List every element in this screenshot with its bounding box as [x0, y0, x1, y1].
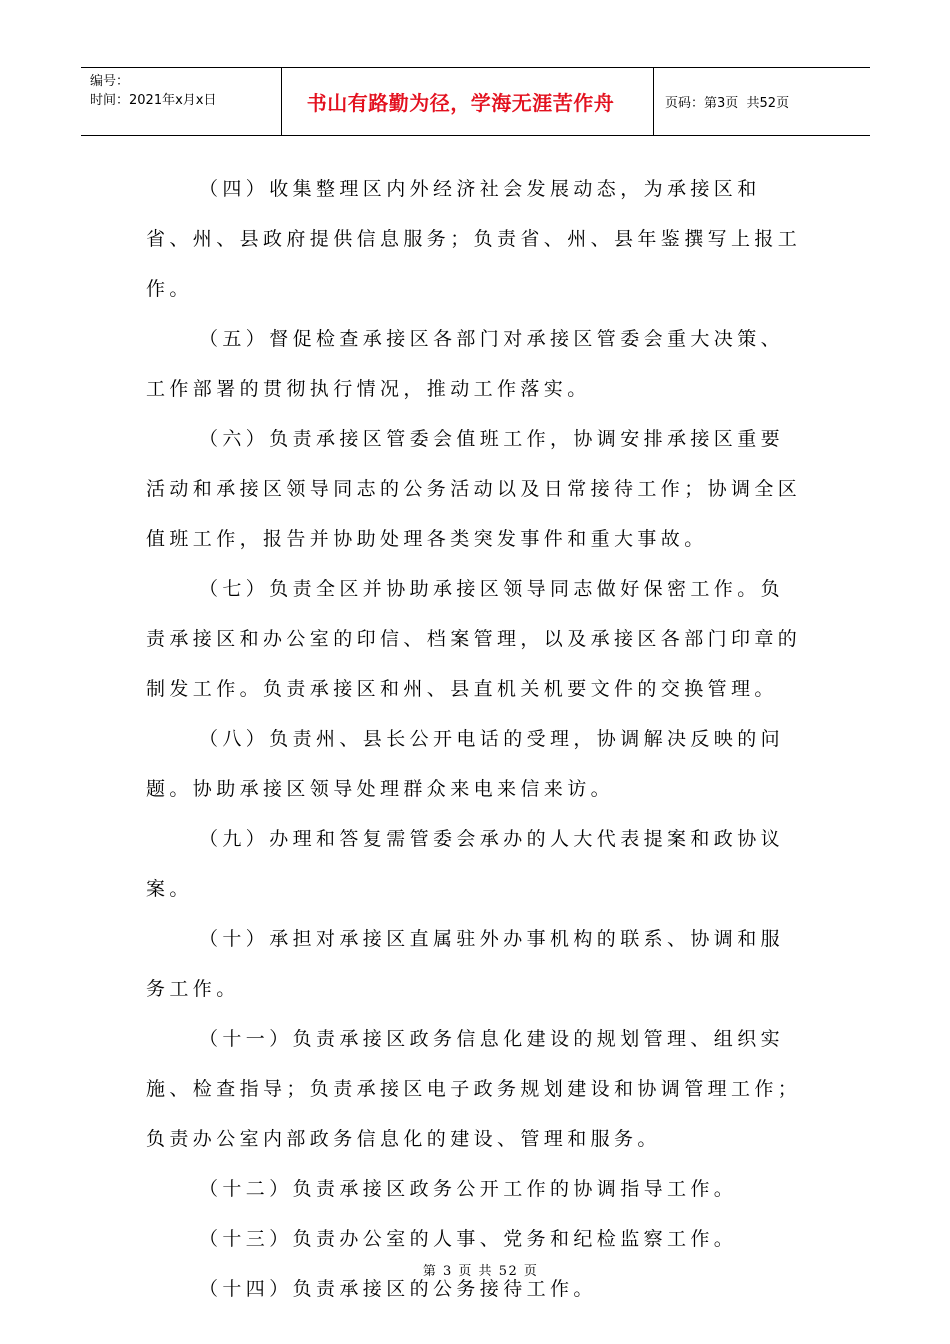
paragraph-14: （十四）负责承接区的公务接待工作。: [199, 1278, 597, 1300]
header-meta-cell: [81, 68, 282, 135]
paragraph-10: （十）承担对承接区直属驻外办事机构的联系、协调和服务工作。: [146, 928, 785, 1000]
paragraph-11: （十一）负责承接区政务信息化建设的规划管理、组织实施、检查指导；负责承接区电子政务规划建设和协调管理工作；负责办公室内部政务信息化的建设、管理和服务。: [146, 1028, 802, 1150]
paragraph-6: （六）负责承接区管委会值班工作，协调安排承接区重要活动和承接区领导同志的公务活动以及日常接待工作；协调全区值班工作，报告并协助处理各类突发事件和重大事故。: [146, 428, 802, 550]
paragraph-5: （五）督促检查承接区各部门对承接区管委会重大决策、工作部署的贯彻执行情况，推动工作落实。: [146, 328, 785, 400]
header-motto-cell: [282, 68, 654, 135]
page-footer: [0, 1245, 950, 1279]
footer-page-number: 第 3 页 共 52 页: [422, 1264, 539, 1279]
document-number-label: 编号：: [90, 74, 130, 89]
paragraph-8: （八）负责州、县长公开电话的受理，协调解决反映的问题。协助承接区领导处理群众来电来信来访。: [146, 728, 785, 800]
page-header: [81, 67, 870, 136]
paragraph-12: （十二）负责承接区政务公开工作的协调指导工作。: [199, 1178, 738, 1200]
header-motto: 书山有路勤为径，学海无涯苦作舟: [306, 91, 615, 115]
paragraph-4: （四）收集整理区内外经济社会发展动态，为承接区和省、州、县政府提供信息服务；负责省、州、县年鉴撰写上报工作。: [146, 178, 802, 300]
header-page-cell: [654, 68, 870, 135]
paragraph-13: （十三）负责办公室的人事、党务和纪检监察工作。: [199, 1228, 738, 1250]
paragraph-7: （七）负责全区并协助承接区领导同志做好保密工作。负责承接区和办公室的印信、档案管理，以及承接区各部门印章的制发工作。负责承接区和州、县直机关机要文件的交换管理。: [146, 578, 802, 700]
document-body: [146, 164, 806, 1314]
paragraph-9: （九）办理和答复需管委会承办的人大代表提案和政协议案。: [146, 828, 785, 900]
document-date-label: 时间：2021年x月x日: [90, 93, 217, 108]
header-page-number: 页码：第3页 共52页: [665, 96, 790, 111]
